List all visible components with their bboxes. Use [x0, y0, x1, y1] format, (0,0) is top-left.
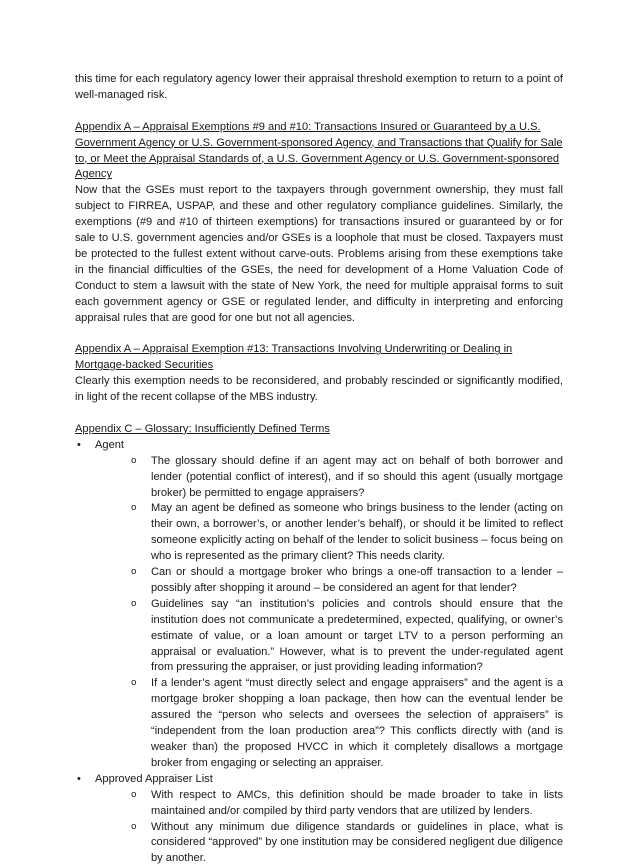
list-item — [131, 676, 563, 771]
agent-subitems — [95, 454, 563, 772]
list-item-text: Can or should a mortgage broker who brings a one-off transaction to a lender – possibly after shopping it around – be considered an agent for that lender? — [151, 566, 563, 594]
list-item — [131, 565, 563, 597]
section-heading-exemption-13: Appendix A – Appraisal Exemption #13: Transactions Involving Underwriting or Dealing in Mortgage-backed Securities — [75, 343, 513, 372]
section-heading-exemptions-9-10: Appendix A – Appraisal Exemptions #9 and #10: Transactions Insured or Guaranteed by a U.S. Government Agency or U.S. Government-sponsored Agency, and Transactions that Qualify for Sale to, or Meet the Appraisal Standards of, a U.S. Government Agency or U.S. Government-sponsored Agency — [75, 120, 563, 181]
list-item-text: May an agent be defined as someone who brings business to the lender (acting on their own, a borrower’s, or another lender’s behalf), or should it be limited to reflect someone explicitly acting on behalf of the lender to solicit business – focus being on who is represented as the primary client? This needs clarity. — [151, 502, 563, 563]
circle-bullet-icon: o — [131, 598, 137, 609]
glossary-term-label: Approved Appraiser List — [95, 772, 213, 785]
list-item-text: The glossary should define if an agent may act on behalf of both borrower and lender (potential conflict of interest), and if so should this agent (usually mortgage broker) be permitted to engage appraisers? — [151, 454, 563, 499]
bullet-icon: • — [77, 438, 81, 451]
spacer — [75, 104, 563, 120]
approved-subitems — [95, 788, 563, 867]
glossary-term-agent — [75, 438, 563, 772]
spacer — [75, 326, 563, 342]
body-paragraph-gse: Now that the GSEs must report to the taxpayers through government ownership, they must fall subject to FIRREA, USPAP, and these and other regulatory compliance guidelines. Similarly, the exemptions (#9 and #10 of thirteen exemptions) for transactions insured or guaranteed by or for sale to U.S. government agencies and/or GSEs is a loophole that must be closed. Taxpayers must be protected to the fullest extent without carve-outs. Problems arising from these exemptions take in the financial difficulties of the GSEs, the need for development of a Home Valuation Code of Conduct to stem a lawsuit with the state of New York, the need for multiple appraisal forms to suit each government agency or GSE or regulated lender, and difficulty in interpreting and enforcing appraisal rules that are good for one but not all agencies. — [75, 184, 563, 324]
list-item-text: If a lender’s agent “must directly select and engage appraisers” and the agent is a mortgage broker shopping a loan package, then how can the eventual lender be assured the “person who selects and oversees the selection of appraisers” is “independent from the loan production area”? This conflicts directly with (and is weaker than) the proposed HVCC in which it completely disallows a mortgage broker from engaging or selecting an appraiser. — [151, 677, 563, 769]
circle-bullet-icon: o — [131, 821, 137, 832]
glossary-term-approved-appraiser-list — [75, 772, 563, 867]
list-item-text: Guidelines say “an institution’s policies and controls should ensure that the institution does not communicate a predetermined, expected, qualifying, or owner’s estimate of value, or a loan amount or target LTV to a person performing an appraisal or evaluation.” However, what is to prevent the under-regulated agent from pressuring the appraiser, or just providing leading information? — [151, 597, 563, 674]
glossary-term-label: Agent — [95, 438, 124, 451]
list-item-text: Without any minimum due diligence standards or guidelines in place, what is considered “approved” by one institution may be considered negligent due diligence by another. — [151, 820, 563, 865]
list-item — [131, 454, 563, 502]
spacer — [75, 406, 563, 422]
glossary-list — [75, 438, 563, 867]
bullet-icon: • — [77, 772, 81, 785]
intro-paragraph: this time for each regulatory agency lower their appraisal threshold exemption to return to a point of well-managed risk. — [75, 73, 563, 101]
circle-bullet-icon: o — [131, 455, 137, 466]
list-item — [131, 501, 563, 565]
list-item — [131, 597, 563, 677]
circle-bullet-icon: o — [131, 678, 137, 689]
list-item-text: With respect to AMCs, this definition should be made broader to take in lists maintained and/or compiled by third party vendors that are utilized by lenders. — [151, 788, 563, 817]
circle-bullet-icon: o — [131, 567, 137, 578]
body-paragraph-mbs: Clearly this exemption needs to be reconsidered, and probably rescinded or significantly modified, in light of the recent collapse of the MBS industry. — [75, 375, 563, 404]
list-item — [131, 788, 563, 820]
circle-bullet-icon: o — [131, 789, 137, 800]
circle-bullet-icon: o — [131, 503, 137, 514]
list-item — [131, 820, 563, 867]
section-heading-glossary: Appendix C – Glossary: Insufficiently Defined Terms — [75, 422, 330, 435]
